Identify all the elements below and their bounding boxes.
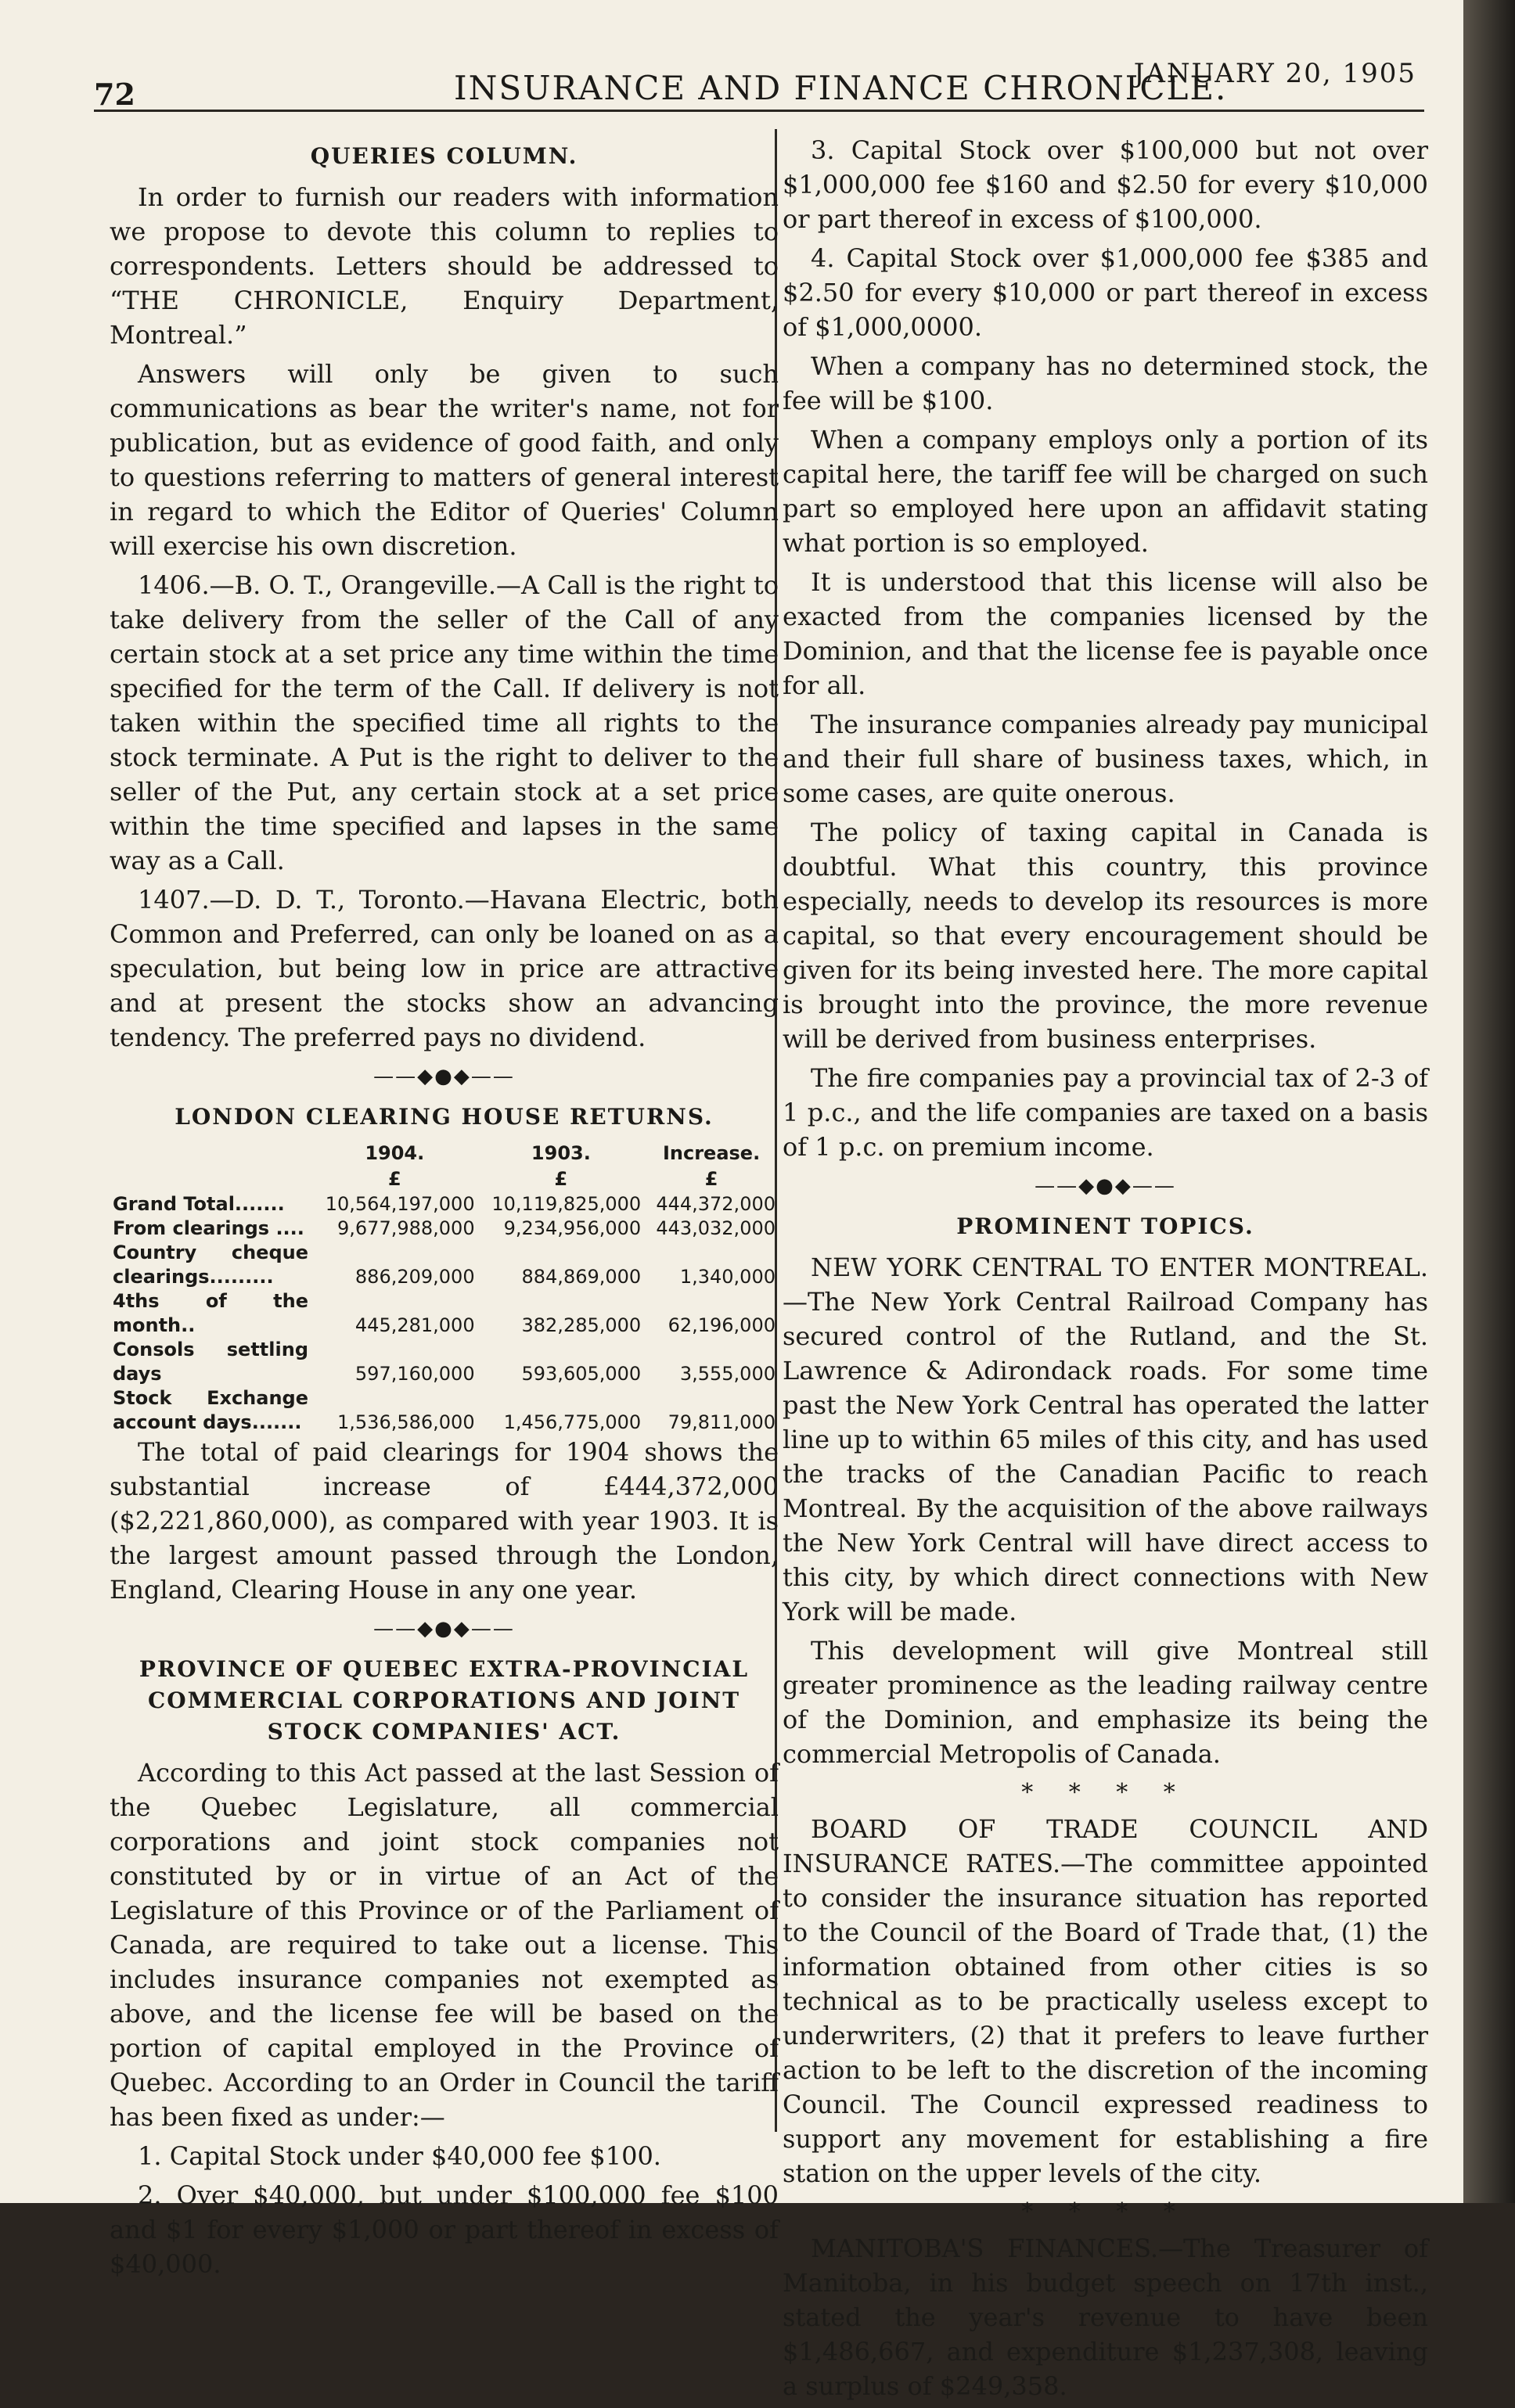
nyc-paragraph [783,1250,1428,1629]
nyc-body: —The New York Central Railroad Company has secured control of the Rutland, and the St. Lawrence & Adirondack roads. For some time past the New York Central has operated the latter line up to within 65 miles of this city, and has used the tracks of the Canadian Pacific to reach Montreal. By the acquisition of the above railways the New York Central will have direct access to this city, by which direct connections with New York will be made. [783,1287,1428,1626]
manitoba-body: —The Treasurer of Manitoba, in his budget speech on 17th inst., stated the year's revenue to have been $1,486,667, and expenditure $1,237,308, leaving a surplus of $249,358. [783,2234,1429,2401]
tariff-item-2: 2. Over $40,000, but under $100,000 fee $100 and $1 for every $1,000 or part thereof in excess of $40,000. [110,2180,779,2279]
cell-1904: 886,209,000 [354,1266,475,1288]
cell-increase: 444,372,000 [656,1193,775,1215]
row-label: Country cheque clearings......... [113,1242,308,1288]
table-row [110,1338,779,1386]
quebec-portion: When a company employs only a portion of its capital here, the tariff fee will be charged on such part so employed here upon an affidavit stating what portion is so employed. [783,425,1428,558]
issue-date: JANUARY 20, 1905 [1133,58,1416,89]
page-number: 72 [94,77,135,112]
binding-edge [1463,0,1515,2203]
col-header-increase: Increase. [662,1142,761,1164]
row-label: Consols settling days [113,1339,308,1385]
cell-increase: 62,196,000 [668,1314,775,1336]
unit-1904: £ [387,1168,401,1190]
tariff-item-1: 1. Capital Stock under $40,000 fee $100. [138,2141,661,2171]
quebec-understood: It is understood that this license will also be exacted from the companies licensed by the Dominion, and that the license fee is payable once for all. [783,567,1428,700]
quebec-intro: According to this Act passed at the last Session of the Quebec Legislature, all commercial corporations and joint stock companies not constituted by or in virtue of an Act of the Legislature of this Province or of the Parliament of Canada, are required to take out a license. This includes insurance companies not exempted as above, and the license fee will be based on the portion of capital employed in the Province of Quebec. According to an Order in Council the tariff has been fixed as under:— [110,1758,779,2132]
queries-answers: Answers will only be given to such communications as bear the writer's name, not for publication, but as evidence of good faith, and only to questions referring to matters of general interest in regard to which the Editor of Queries' Column will exercise his own discretion. [110,359,779,561]
right-column [783,133,1428,2408]
prominent-heading: PROMINENT TOPICS. [956,1213,1254,1239]
manitoba-paragraph [783,2231,1428,2403]
cell-1903: 10,119,825,000 [491,1193,642,1215]
table-row [110,1386,779,1435]
board-paragraph [783,1812,1428,2191]
col-header-1903: 1903. [531,1142,591,1164]
row-label: From clearings .... [113,1217,304,1239]
cell-1904: 597,160,000 [354,1363,475,1385]
cell-increase: 79,811,000 [668,1411,775,1433]
table-row [110,1241,779,1289]
london-heading: LONDON CLEARING HOUSE RETURNS. [175,1104,714,1130]
tariff-item-4: 4. Capital Stock over $1,000,000 fee $385 and $2.50 for every $10,000 or part thereof in excess of $1,000,0000. [783,243,1428,342]
section-stars: * * * * [1021,1779,1189,1806]
table-row [110,1289,779,1338]
manitoba-lead: MANITOBA'S FINANCES. [811,2234,1159,2263]
cell-1904: 445,281,000 [354,1314,475,1336]
query-1406: 1406.—B. O. T., Orangeville.—A Call is the right to take delivery from the seller of the Call of any certain stock at a set price any time within the time specified for the term of the Call. If delivery is not taken within the specified time all rights to the stock terminate. A Put is the right to deliver to the seller of the Put, any certain stock at a set price within the time specified and lapses in the same way as a Call. [110,570,779,875]
cell-1903: 1,456,775,000 [503,1411,642,1433]
london-summary: The total of paid clearings for 1904 shows the substantial increase of £444,372,000 ($2,221,860,000), as compared with year 1903. It is the largest amount passed through the London, England, Clearing House in any one year. [110,1437,779,1605]
board-body: —The committee appointed to consider the insurance situation has reported to the Council of the Board of Trade that, (1) the information obtained from other cities is so technical as to be practically useless except to underwriters, (2) that it prefers to leave further action to be left to the discretion of the incoming Council. The Council expressed readiness to support any movement for establishing a fire station on the upper levels of the city. [783,1849,1429,2188]
quebec-no-stock: When a company has no determined stock, the fee will be $100. [783,351,1428,415]
cell-1903: 593,605,000 [521,1363,642,1385]
cell-increase: 1,340,000 [679,1266,775,1288]
section-stars: * * * * [1021,2198,1189,2226]
publication-title: INSURANCE AND FINANCE CHRONICLE. [454,69,1228,107]
nyc-lead: NEW YORK CENTRAL TO ENTER MONTREAL. [811,1253,1428,1282]
cell-1903: 884,869,000 [521,1266,642,1288]
row-label: Stock Exchange account days....... [113,1387,308,1433]
cell-increase: 443,032,000 [656,1217,775,1239]
section-ornament: ——◆●◆—— [373,1617,515,1641]
clearing-house-table [110,1141,779,1435]
page-header [94,47,1424,112]
section-ornament: ——◆●◆—— [1035,1174,1176,1198]
tariff-item-3: 3. Capital Stock over $100,000 but not over $1,000,000 fee $160 and $2.50 for every $10,000 or part thereof in excess of $100,000. [783,135,1428,234]
quebec-municipal: The insurance companies already pay municipal and their full share of business taxes, which, in some cases, are quite onerous. [783,710,1428,808]
cell-1903: 9,234,956,000 [503,1217,642,1239]
quebec-heading: PROVINCE OF QUEBEC EXTRA-PROVINCIAL COMMERCIAL CORPORATIONS AND JOINT STOCK COMPANIES' ACT. [139,1656,750,1745]
cell-1904: 9,677,988,000 [337,1217,475,1239]
section-ornament: ——◆●◆—— [373,1065,515,1088]
row-label: 4ths of the month.. [113,1290,308,1336]
unit-1903: £ [554,1168,568,1190]
table-row [110,1192,779,1217]
cell-1904: 10,564,197,000 [325,1193,475,1215]
query-1407: 1407.—D. D. T., Toronto.—Havana Electric, both Common and Preferred, can only be loaned on as a speculation, but being low in price are attractive and at present the stocks show an advancing tendency. The preferred pays no dividend. [110,885,779,1052]
cell-1904: 1,536,586,000 [337,1411,475,1433]
queries-heading: QUERIES COLUMN. [310,143,578,169]
table-row [110,1217,779,1241]
cell-increase: 3,555,000 [679,1363,775,1385]
row-label: Grand Total....... [113,1193,285,1215]
left-column [110,133,779,2286]
quebec-fire: The fire companies pay a provincial tax of 2-3 of 1 p.c., and the life companies are taxed on a basis of 1 p.c. on premium income. [783,1063,1428,1162]
board-lead: BOARD OF TRADE COUNCIL AND INSURANCE RATES. [783,1814,1428,1878]
col-header-1904: 1904. [365,1142,425,1164]
nyc-paragraph-2: This development will give Montreal still greater prominence as the leading railway centre of the Dominion, and emphasize its being the commercial Metropolis of Canada. [783,1636,1428,1769]
unit-increase: £ [704,1168,718,1190]
queries-intro: In order to furnish our readers with information we propose to devote this column to replies to correspondents. Letters should be addressed to “THE CHRONICLE, Enquiry Department, Montreal.” [110,182,779,350]
cell-1903: 382,285,000 [521,1314,642,1336]
quebec-policy: The policy of taxing capital in Canada is doubtful. What this country, this province especially, needs to develop its resources is more capital, so that every encouragement should be given for its being invested here. The more capital is brought into the province, the more revenue will be derived from business enterprises. [783,818,1428,1054]
